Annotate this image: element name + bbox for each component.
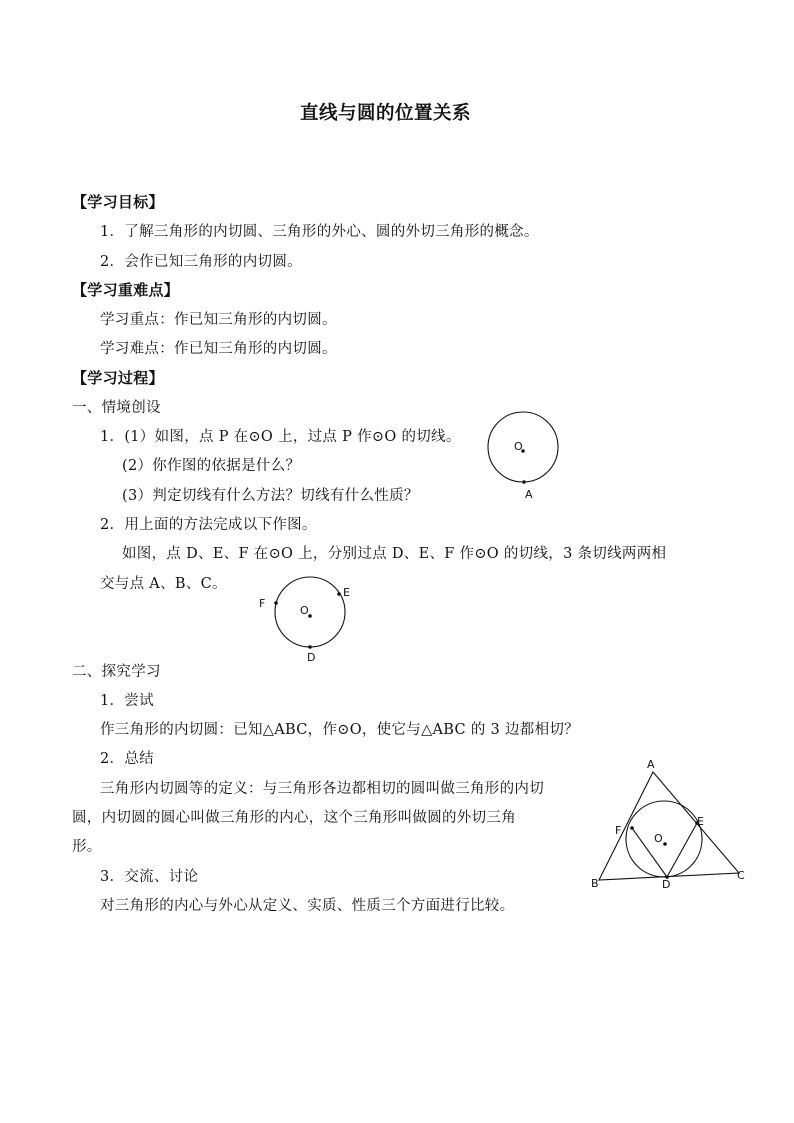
label-o: O (654, 832, 663, 845)
goals-heading: 【学习目标】 (72, 193, 164, 211)
figure-circle-def (252, 572, 362, 667)
label-o: O (514, 440, 523, 453)
step-2-line-2: 圆，内切圆的圆心叫做三角形的内心，这个三角形叫做圆的外切三角 (72, 810, 516, 826)
step-2-line-1: 三角形内切圆等的定义：与三角形各边都相切的圆叫做三角形的内切 (100, 781, 544, 797)
label-d: D (662, 878, 671, 891)
page-title: 直线与圆的位置关系 (300, 103, 472, 124)
point-e-dot (337, 592, 341, 596)
question-1-3: (3）判定切线有什么方法？切线有什么性质？ (122, 488, 419, 504)
label-d: D (307, 651, 316, 664)
question-1-1: 1．(1）如图，点 P 在⊙O 上，过点 P 作⊙O 的切线。 (100, 429, 461, 445)
step-2-line-3: 形。 (72, 839, 102, 855)
label-e: E (343, 586, 350, 599)
point-d-dot (308, 645, 312, 649)
process-heading: 【学习过程】 (72, 369, 164, 387)
step-3-heading: 3．交流、讨论 (100, 869, 199, 885)
point-a-dot (522, 480, 526, 484)
label-c: C (737, 869, 745, 882)
label-f: F (615, 824, 622, 837)
part2-heading: 二、探究学习 (72, 664, 161, 680)
figure-circle-point-a (480, 410, 570, 505)
key-points-heading: 【学习重难点】 (72, 281, 180, 299)
point-f-dot (630, 826, 634, 830)
part1-heading: 一、情境创设 (72, 400, 161, 416)
key-point-1: 学习重点：作已知三角形的内切圆。 (100, 312, 337, 328)
label-b: B (591, 877, 599, 890)
key-point-2: 学习难点：作已知三角形的内切圆。 (100, 341, 337, 357)
goal-item-1: 1．了解三角形的内切圆、三角形的外心、圆的外切三角形的概念。 (100, 224, 539, 240)
step-3-text: 对三角形的内心与外心从定义、实质、性质三个方面进行比较。 (100, 898, 515, 914)
step-1-heading: 1．尝试 (100, 693, 154, 709)
question-2-line-2: 交与点 A、B、C。 (100, 576, 227, 592)
figure-incircle-triangle (585, 755, 750, 895)
label-f: F (259, 597, 266, 610)
label-o: O (300, 604, 309, 617)
circle-o (275, 577, 345, 647)
label-a: A (525, 488, 533, 501)
goal-item-2: 2．会作已知三角形的内切圆。 (100, 254, 302, 270)
center-dot (663, 842, 667, 846)
circle-o (488, 412, 558, 482)
step-2-heading: 2．总结 (100, 751, 154, 767)
segment-de (667, 823, 697, 877)
label-a: A (647, 758, 655, 771)
point-f-dot (274, 601, 278, 605)
label-e: E (697, 815, 704, 828)
step-1-text: 作三角形的内切圆：已知△ABC，作⊙O，使它与△ABC 的 3 边都相切？ (100, 722, 579, 738)
question-2-line-1: 如图，点 D、E、F 在⊙O 上，分别过点 D、E、F 作⊙O 的切线，3 条切线两两相 (122, 546, 667, 562)
question-2: 2．用上面的方法完成以下作图。 (100, 517, 317, 533)
center-dot (308, 614, 312, 618)
question-1-2: (2）你作图的依据是什么？ (122, 458, 301, 474)
incircle (626, 801, 702, 877)
